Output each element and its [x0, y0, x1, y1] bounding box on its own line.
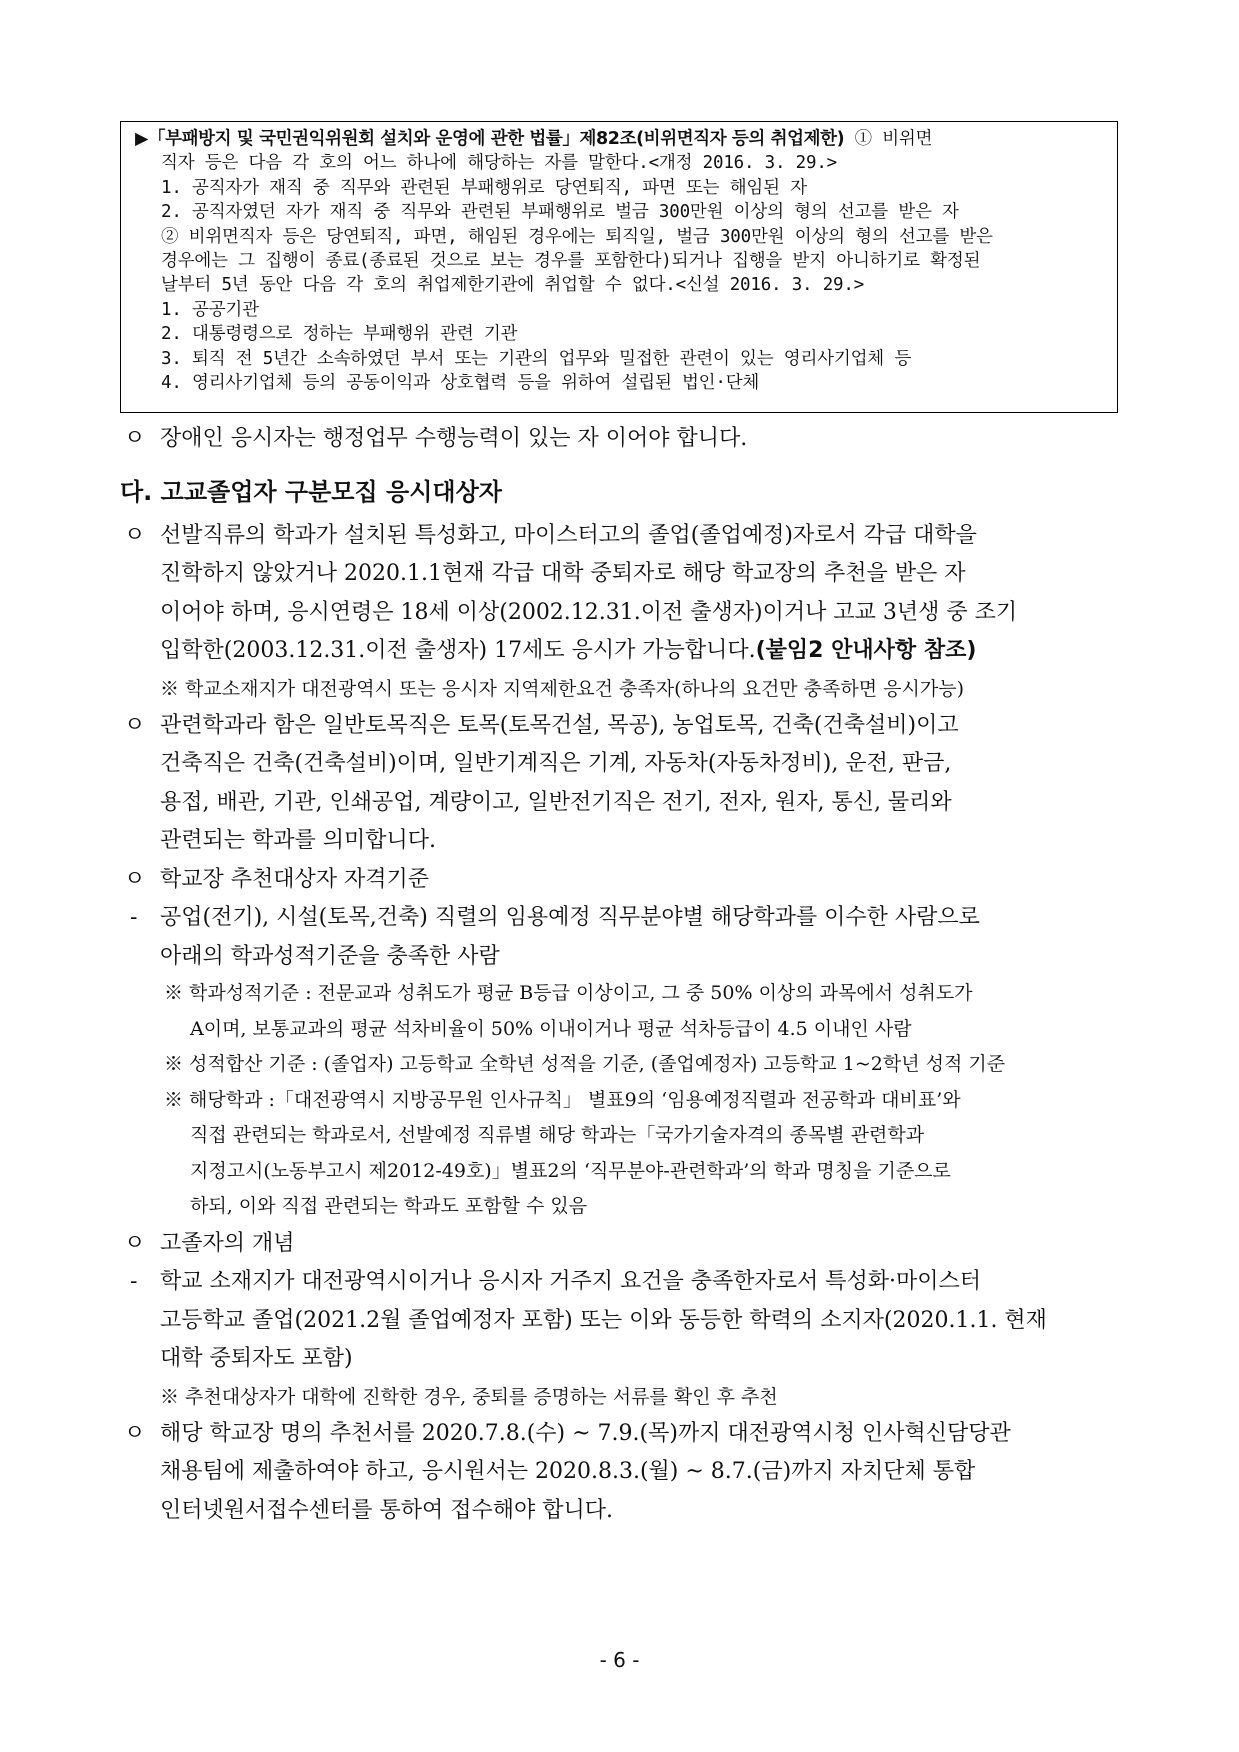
annex-reference: (붙임2 안내사항 참조)	[755, 638, 977, 663]
law-line: 4. 영리사기업체 등의 공동이익과 상호협력 등을 위하여 설립된 법인·단체	[161, 372, 760, 393]
bullet-recommendation-criteria: ㅇ 학교장 추천대상자 자격기준	[120, 861, 1120, 900]
law-line: 1. 공공기관	[161, 299, 259, 320]
bullet-marker: ㅇ	[124, 426, 146, 451]
note-relevant-department: ※ 해당학과 :「대전광역시 지방공무원 인사규칙」 별표9의 ‘임용예정직렬과 전공학과 대비표’와 직접 관련되는 학과로서, 선발예정 직류별 해당 학과는「국가기술자격의 종목별 관련학과 지정고시(노동부고시 제2012-49호)」별표2의 ‘직무분야-관련학과’의 학과 명칭을 기준으로 하되, 이와 직접 관련되는 학과도 포함할 수 있음	[164, 1088, 961, 1217]
bullet-marker: ㅇ	[124, 1420, 146, 1446]
bullet-marker: ㅇ	[124, 866, 146, 892]
bullet-graduate-concept: ㅇ 고졸자의 개념	[120, 1225, 1120, 1264]
law-excerpt-box	[120, 121, 1118, 413]
dash-item-graduate: - 학교 소재지가 대전광역시이거나 응시자 거주지 요건을 충족한자로서 특성화·마이스터 고등학교 졸업(2021.2월 졸업예정자 포함) 또는 이와 동등한 학력의 소지자(2020.1.1. 현재 대학 중퇴자도 포함)	[120, 1263, 1120, 1379]
section-heading: 다. 고교졸업자 구분모집 응시대상자	[120, 477, 502, 506]
paragraph-eligibility: ㅇ 선발직류의 학과가 설치된 특성화고, 마이스터고의 졸업(졸업예정)자로서 각급 대학을 진학하지 않았거나 2020.1.1현재 각급 대학 중퇴자로 해당 학교장의 추천을 받은 자 이어야 하며, 응시연령은 18세 이상(2002.12.31.이전 출생자)이거나 고교 3년생 중 조기 입학한(2003.12.31.이전 출생자) 17세도 응시가 가능합니다.(붙임2 안내사항 참조)	[120, 517, 1120, 671]
bullet-marker: ㅇ	[124, 1230, 146, 1256]
bullet-marker: ㅇ	[124, 712, 146, 738]
page-number: - 6 -	[599, 1648, 640, 1672]
law-line: 2. 공직자였던 자가 재직 중 직무와 관련된 부패행위로 벌금 300만원 이상의 형의 선고를 받은 자	[161, 202, 959, 223]
bullet-marker: ㅇ	[124, 522, 146, 548]
law-line: 날부터 5년 동안 다음 각 호의 취업제한기관에 취업할 수 없다.<신설 2016. 3. 29.>	[161, 275, 865, 296]
note-school-location: ※ 학교소재지가 대전광역시 또는 응시자 지역제한요건 충족자(하나의 요건만 충족하면 응시가능)	[160, 677, 964, 700]
dash-marker: -	[130, 905, 138, 930]
note-dropout-proof: ※ 추천대상자가 대학에 진학한 경우, 중퇴를 증명하는 서류를 확인 후 추천	[160, 1385, 778, 1408]
dash-marker: -	[130, 1269, 138, 1294]
law-line: 경우에는 그 집행이 종료(종료된 것으로 보는 경우를 포함한다)되거나 집행을 받지 아니하기로 확정된	[161, 250, 981, 271]
law-line: 직자 등은 다음 각 호의 어느 하나에 해당하는 자를 말한다.<개정 2016. 3. 29.>	[161, 153, 838, 174]
bullet-disabled-applicants: ㅇ 장애인 응시자는 행정업무 수행능력이 있는 자 이어야 합니다.	[120, 420, 1120, 459]
note-grade-criteria: ※ 학과성적기준 : 전문교과 성취도가 평균 B등급 이상이고, 그 중 50% 이상의 과목에서 성취도가 A이며, 보통교과의 평균 석차비율이 50% 이내이거나 평균 석차등급이 4.5 이내인 사람	[164, 982, 973, 1040]
law-line: ▶「부패방지 및 국민권익위원회 설치와 운영에 관한 법률」제82조(비위면직자 등의 취업제한) ① 비위면	[135, 129, 933, 149]
main-content	[120, 420, 1120, 1530]
law-line: 2. 대통령령으로 정하는 부패행위 관련 기관	[161, 324, 518, 345]
law-line: ② 비위면직자 등은 당연퇴직, 파면, 해임된 경우에는 퇴직일, 벌금 300만원 이상의 형의 선고를 받은	[161, 226, 993, 247]
law-line: 1. 공직자가 재직 중 직무와 관련된 부패행위로 당연퇴직, 파면 또는 해임된 자	[161, 177, 807, 198]
law-title: ▶「부패방지 및 국민권익위원회 설치와 운영에 관한 법률」제82조(비위면직자 등의 취업제한)	[135, 129, 845, 149]
note-score-basis: ※ 성적합산 기준 : (졸업자) 고등학교 全학년 성적을 기준, (졸업예정자) 고등학교 1~2학년 성적 기준	[164, 1053, 1006, 1075]
dash-item-industrial: - 공업(전기), 시설(토목,건축) 직렬의 임용예정 직무분야별 해당학과를 이수한 사람으로 아래의 학과성적기준을 충족한 사람	[120, 899, 1120, 976]
law-line: 3. 퇴직 전 5년간 소속하였던 부서 또는 기관의 업무와 밀접한 관련이 있는 영리사기업체 등	[161, 348, 912, 369]
paragraph-related-departments: ㅇ 관련학과라 함은 일반토목직은 토목(토목건설, 목공), 농업토목, 건축(건축설비)이고 건축직은 건축(건축설비)이며, 일반기계직은 기계, 자동차(자동차정비), 운전, 판금, 용접, 배관, 기관, 인쇄공업, 계량이고, 일반전기직은 전기, 전자, 원자, 통신, 물리와 관련되는 학과를 의미합니다.	[120, 707, 1120, 861]
paragraph-submission: ㅇ 해당 학교장 명의 추천서를 2020.7.8.(수) ~ 7.9.(목)까지 대전광역시청 인사혁신담당관 채용팀에 제출하여야 하고, 응시원서는 2020.8.3.(월) ~ 8.7.(금)까지 자치단체 통합 인터넷원서접수센터를 통하여 접수해야 합니다.	[120, 1415, 1120, 1531]
